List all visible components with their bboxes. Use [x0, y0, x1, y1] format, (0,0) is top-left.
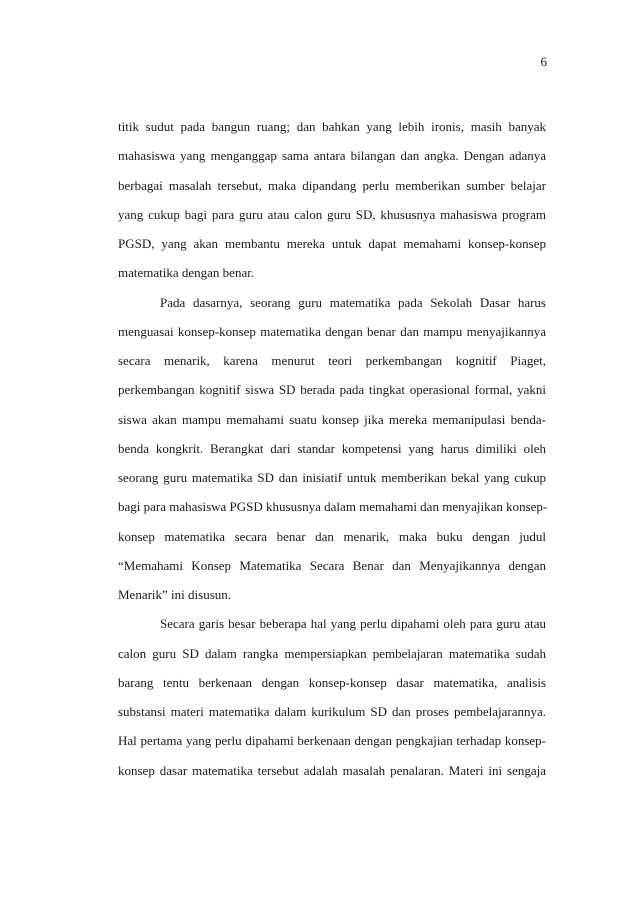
text-line: bagi para mahasiswa PGSD khususnya dalam memahami dan menyajikan konsep-	[118, 499, 548, 515]
body-text	[118, 118, 546, 791]
text-line: matematika dengan benar.	[118, 265, 255, 281]
text-line: siswa akan mampu memahami suatu konsep jika mereka memanipulasi benda-	[118, 411, 546, 427]
text-line: mahasiswa yang menganggap sama antara bilangan dan angka. Dengan adanya	[118, 148, 546, 164]
text-line: konsep matematika secara benar dan menarik, maka buku dengan judul	[118, 528, 546, 544]
text-line: benda kongkrit. Berangkat dari standar kompetensi yang harus dimiliki oleh	[118, 440, 546, 456]
text-line: Secara garis besar beberapa hal yang perlu dipahami oleh para guru atau	[160, 616, 546, 632]
text-line: secara menarik, karena menurut teori perkembangan kognitif Piaget,	[118, 353, 546, 368]
text-line: “Memahami Konsep Matematika Secara Benar dan Menyajikannya dengan	[118, 557, 546, 573]
text-line: barang tentu berkenaan dengan konsep-konsep dasar matematika, analisis	[118, 674, 546, 690]
text-line: PGSD, yang akan membantu mereka untuk dapat memahami konsep-konsep	[118, 236, 546, 251]
text-line: titik sudut pada bangun ruang; dan bahkan yang lebih ironis, masih banyak	[118, 119, 546, 134]
text-line: seorang guru matematika SD dan inisiatif untuk memberikan bekal yang cukup	[118, 470, 546, 485]
text-line: calon guru SD dalam rangka mempersiapkan pembelajaran matematika sudah	[118, 645, 546, 661]
text-line: substansi materi matematika dalam kurikulum SD dan proses pembelajarannya.	[118, 704, 546, 719]
text-line: Pada dasarnya, seorang guru matematika pada Sekolah Dasar harus	[160, 294, 546, 310]
text-line: Hal pertama yang perlu dipahami berkenaan dengan pengkajian terhadap konsep-	[118, 733, 546, 749]
text-line: yang cukup bagi para guru atau calon guru SD, khususnya mahasiswa program	[118, 206, 546, 222]
text-line: perkembangan kognitif siswa SD berada pada tingkat operasional formal, yakni	[118, 382, 546, 398]
text-line: Menarik” ini disusun.	[118, 587, 232, 602]
text-line: konsep dasar matematika tersebut adalah masalah penalaran. Materi ini sengaja	[118, 762, 546, 778]
text-line: berbagai masalah tersebut, maka dipandang perlu memberikan sumber belajar	[118, 177, 546, 193]
page-number: 6	[540, 54, 547, 69]
text-line: menguasai konsep-konsep matematika dengan benar dan mampu menyajikannya	[118, 323, 546, 339]
